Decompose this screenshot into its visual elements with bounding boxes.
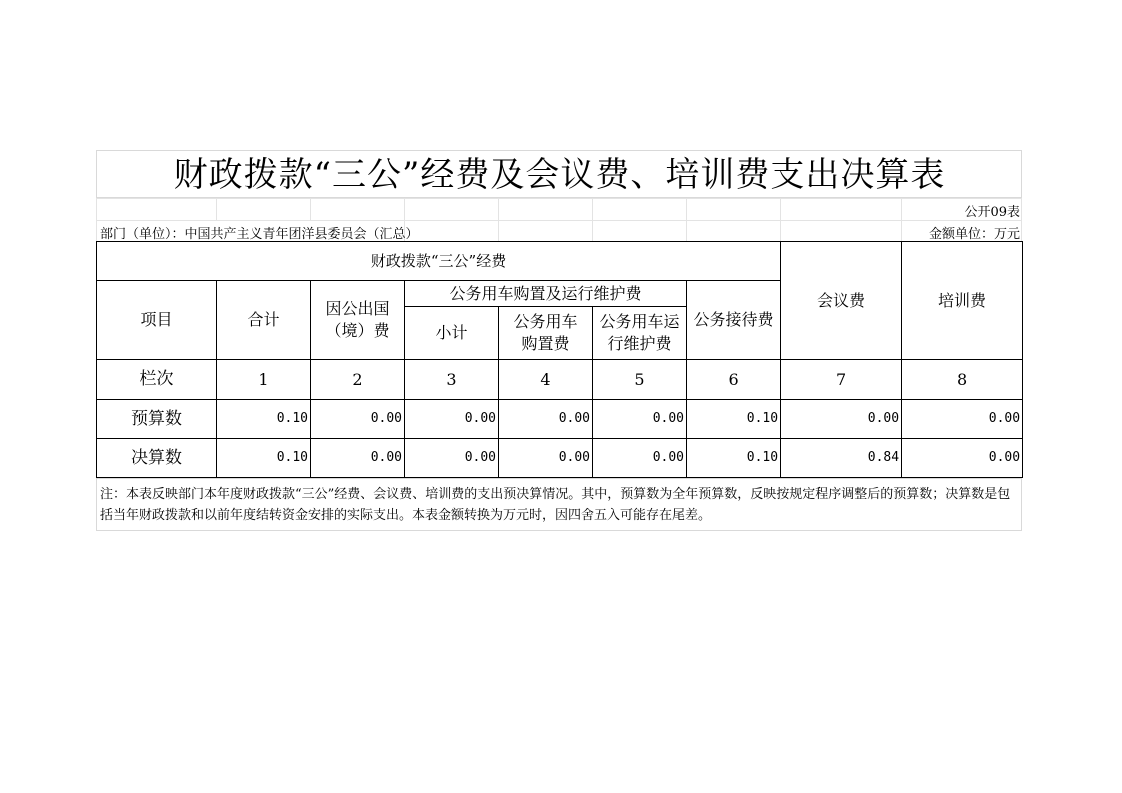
sheet-gridline	[1021, 198, 1022, 241]
column-number: 5	[593, 360, 687, 400]
header-abroad-fee	[311, 281, 405, 360]
header-vehicle-group: 公务用车购置及运行维护费	[405, 281, 687, 307]
budget-cell: 0.00	[499, 400, 593, 439]
sheet-gridline	[216, 198, 217, 220]
budget-cell: 0.10	[687, 400, 781, 439]
final-cell: 0.10	[687, 439, 781, 478]
sheet-gridline	[780, 198, 781, 241]
sheet-gridline	[686, 198, 687, 241]
sheet-gridline	[96, 198, 1022, 199]
header-training-fee: 培训费	[902, 242, 1023, 360]
budget-cell: 0.00	[902, 400, 1023, 439]
final-cell: 0.00	[902, 439, 1023, 478]
budget-cell: 0.00	[405, 400, 499, 439]
header-abroad-fee-text: 因公出国（境）费	[325, 299, 390, 340]
final-cell: 0.00	[405, 439, 499, 478]
sheet-gridline	[96, 220, 1022, 221]
final-cell: 0.00	[499, 439, 593, 478]
sheet-gridline	[498, 198, 499, 241]
table-note: 注：本表反映部门本年度财政拨款“三公”经费、会议费、培训费的支出预决算情况。其中，预算数为全年预算数，反映按规定程序调整后的预算数；决算数是包括当年财政拨款和以前年度结转资金安排的实际支出。本表金额转换为万元时，因四舍五入可能存在尾差。	[100, 487, 1011, 523]
row-label-final: 决算数	[97, 439, 217, 478]
expenditure-table	[96, 241, 1023, 478]
table-row-final	[97, 439, 1023, 478]
final-cell: 0.10	[217, 439, 311, 478]
column-number: 3	[405, 360, 499, 400]
budget-cell: 0.10	[217, 400, 311, 439]
header-reception-fee: 公务接待费	[687, 281, 781, 360]
column-number-label: 栏次	[97, 360, 217, 400]
budget-cell: 0.00	[593, 400, 687, 439]
header-vehicle-purchase-text: 公务用车购置费	[513, 312, 578, 353]
sheet-gridline	[592, 198, 593, 241]
final-cell: 0.00	[311, 439, 405, 478]
row-label-budget: 预算数	[97, 400, 217, 439]
sheet-gridline	[96, 198, 97, 241]
header-vehicle-maintenance-text: 公务用车运行维护费	[599, 312, 680, 353]
header-vehicle-purchase	[499, 307, 593, 360]
sheet-gridline	[901, 198, 902, 241]
column-number: 4	[499, 360, 593, 400]
column-number: 1	[217, 360, 311, 400]
final-cell: 0.00	[593, 439, 687, 478]
page-title: 财政拨款“三公”经费及会议费、培训费支出决算表	[173, 155, 946, 195]
column-number: 2	[311, 360, 405, 400]
column-number: 6	[687, 360, 781, 400]
header-item: 项目	[97, 281, 217, 360]
amount-unit-label: 金额单位：万元	[928, 227, 1020, 242]
header-three-public-expenses: 财政拨款“三公”经费	[97, 242, 781, 281]
budget-cell: 0.00	[781, 400, 902, 439]
header-meeting-fee: 会议费	[781, 242, 902, 360]
form-number: 公开09表	[964, 205, 1020, 220]
department-label: 部门（单位）：中国共产主义青年团洋县委员会（汇总）	[100, 227, 419, 242]
header-subtotal: 小计	[405, 307, 499, 360]
column-number: 8	[902, 360, 1023, 400]
column-number: 7	[781, 360, 902, 400]
sheet-gridline	[310, 198, 311, 220]
table-row-budget	[97, 400, 1023, 439]
budget-cell: 0.00	[311, 400, 405, 439]
header-total: 合计	[217, 281, 311, 360]
final-cell: 0.84	[781, 439, 902, 478]
header-vehicle-maintenance	[593, 307, 687, 360]
